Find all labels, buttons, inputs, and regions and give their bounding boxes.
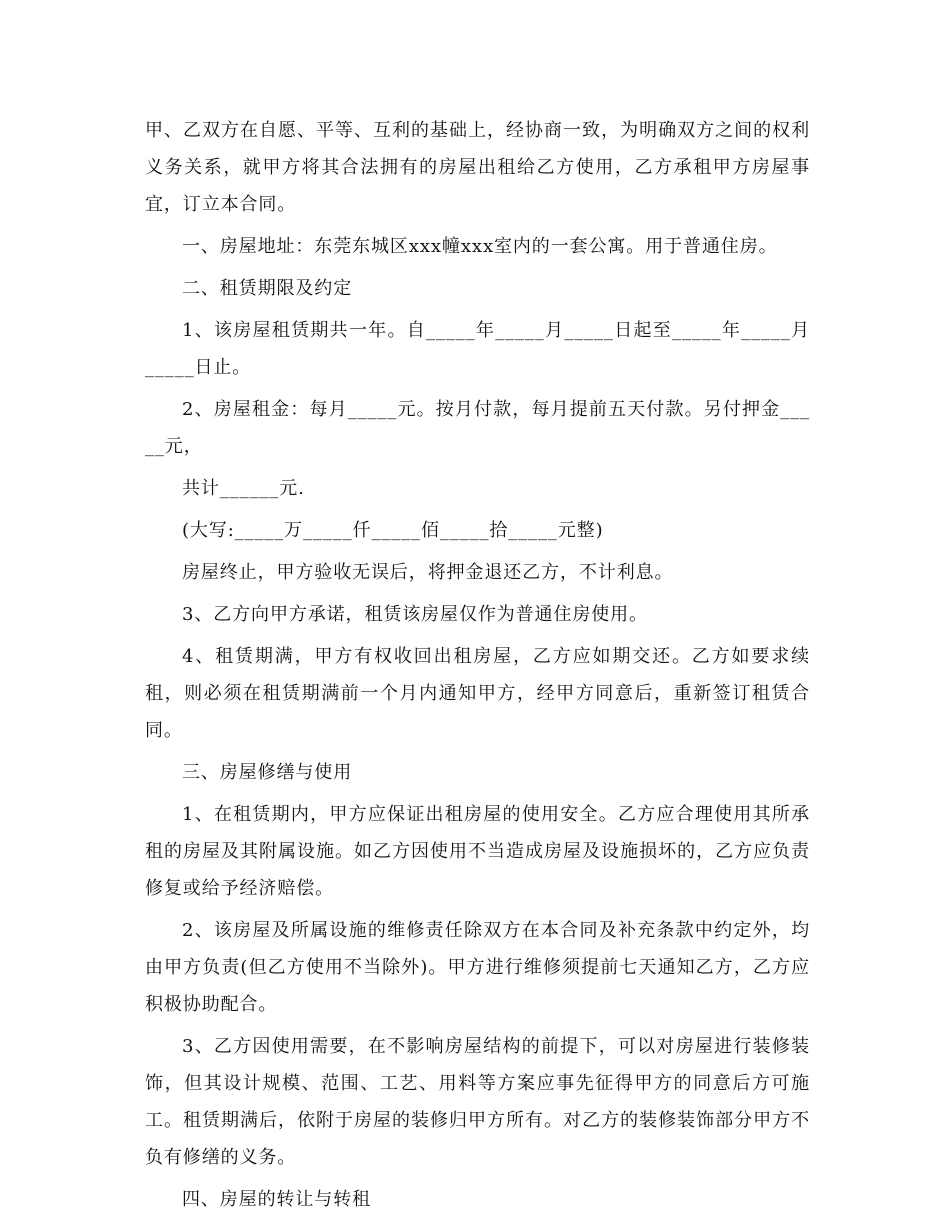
section-heading-repair-use: 三、房屋修缮与使用 xyxy=(182,762,353,783)
clause-safety-use: 1、在租赁期内，甲方应保证出租房屋的使用安全。乙方应合理使用其所承租的房屋及其附属设施。如乙方因使用不当造成房屋及设施损坏的，乙方应负责修复或给予经济赔偿。 xyxy=(145,804,810,899)
document-body xyxy=(145,112,810,1223)
clause-renovation: 3、乙方因使用需要，在不影响房屋结构的前提下，可以对房屋进行装修装饰，但其设计规模、范围、工艺、用料等方案应事先征得甲方的同意后方可施工。租赁期满后，依附于房屋的装修归甲方所有。对乙方的装修装饰部分甲方不负有修缮的义务。 xyxy=(145,1036,810,1168)
preamble-paragraph: 甲、乙双方在自愿、平等、互利的基础上，经协商一致，为明确双方之间的权利义务关系，就甲方将其合法拥有的房屋出租给乙方使用，乙方承租甲方房屋事宜，订立本合同。 xyxy=(145,120,810,215)
clause-maintenance: 2、该房屋及所属设施的维修责任除双方在本合同及补充条款中约定外，均由甲方负责(但乙方使用不当除外)。甲方进行维修须提前七天通知乙方，乙方应积极协助配合。 xyxy=(145,920,810,1015)
clause-lease-expiry: 4、租赁期满，甲方有权收回出租房屋，乙方应如期交还。乙方如要求续租，则必须在租赁期满前一个月内通知甲方，经甲方同意后，重新签订租赁合同。 xyxy=(145,646,810,741)
clause-usage-promise: 3、乙方向甲方承诺，租赁该房屋仅作为普通住房使用。 xyxy=(182,604,648,625)
clause-total: 共计______元. xyxy=(182,478,305,499)
clause-lease-period: 1、该房屋租赁期共一年。自_____年_____月_____日起至_____年_____月_____日止。 xyxy=(145,320,810,378)
section-heading-transfer: 四、房屋的转让与转租 xyxy=(182,1189,371,1210)
section-heading-lease-term: 二、租赁期限及约定 xyxy=(182,278,353,299)
clause-rent: 2、房屋租金：每月_____元。按月付款，每月提前五天付款。另付押金_____元， xyxy=(145,399,810,457)
clause-total-in-words: (大写:_____万_____仟_____佰_____拾_____元整) xyxy=(182,520,604,541)
clause-deposit-return: 房屋终止，甲方验收无误后，将押金退还乙方，不计利息。 xyxy=(182,562,674,583)
clause-house-address: 一、房屋地址：东莞东城区xxx幢xxx室内的一套公寓。用于普通住房。 xyxy=(182,236,778,257)
